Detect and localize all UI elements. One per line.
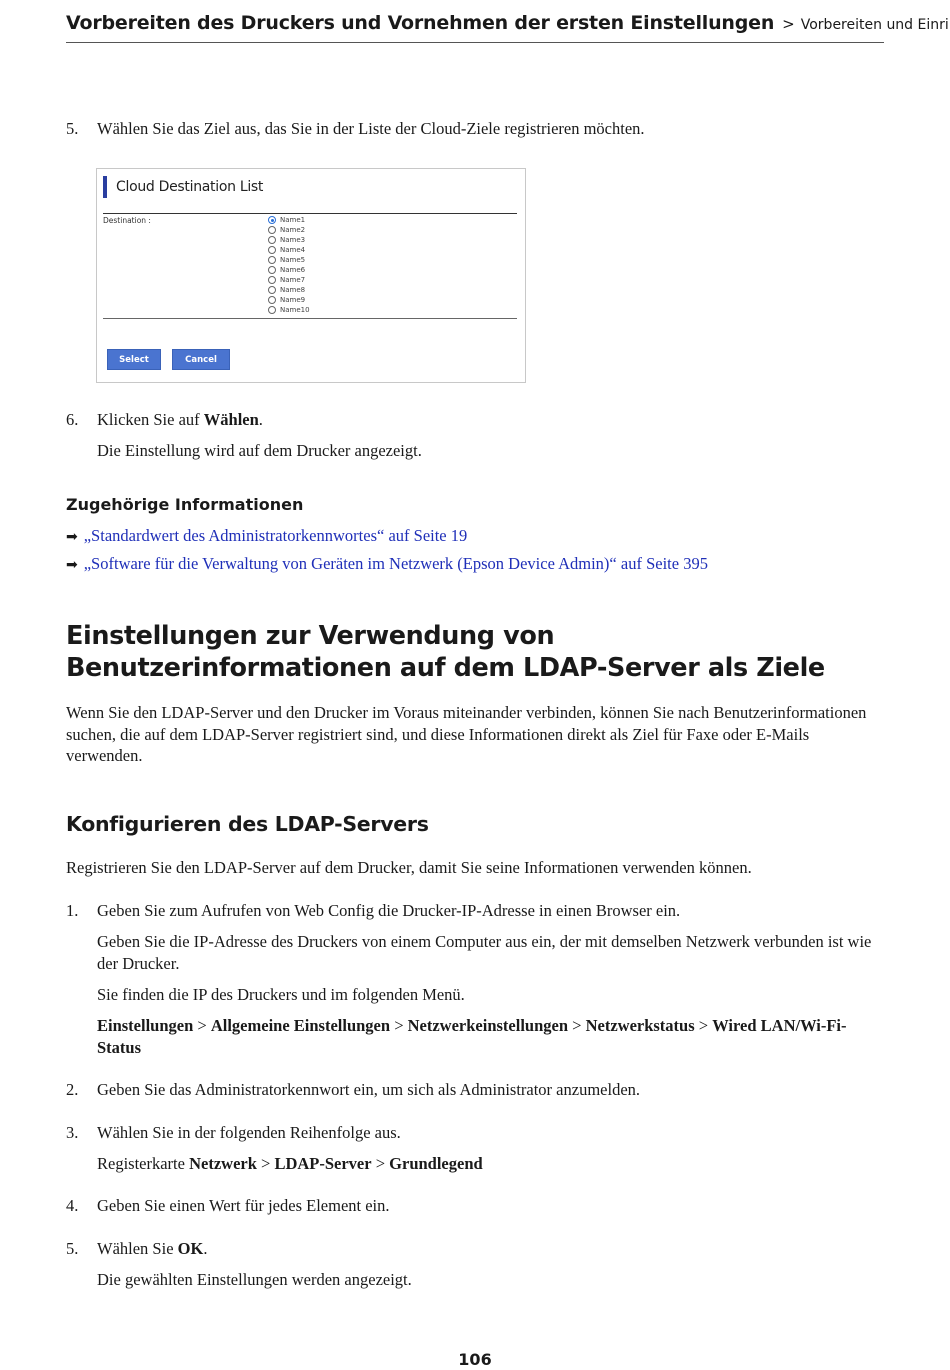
section-title: Vorbereiten und Einri: [800, 17, 949, 33]
destination-option[interactable]: [268, 215, 305, 225]
step-text: Geben Sie einen Wert für jedes Element ein.: [97, 1196, 390, 1215]
text: Registerkarte: [97, 1154, 190, 1173]
destination-option[interactable]: [268, 225, 305, 235]
step-number: 5.: [66, 119, 79, 138]
ui-term: Wählen: [203, 410, 259, 429]
radio-button[interactable]: [268, 246, 276, 254]
arrow-right-icon: ➡: [66, 529, 78, 545]
step-paragraph: Geben Sie die IP-Adresse des Druckers von einem Computer aus ein, der mit demselben Netzwerk verbunden ist wie der Drucker.: [97, 932, 872, 973]
breadcrumb-separator: >: [782, 15, 795, 33]
menu-item: LDAP-Server: [274, 1154, 372, 1173]
destination-option[interactable]: [268, 245, 305, 255]
menu-separator: >: [390, 1016, 408, 1035]
step-number: 5.: [66, 1239, 79, 1258]
destination-label: Destination :: [103, 216, 151, 225]
divider: [103, 318, 517, 319]
step-text: Wählen Sie in der folgenden Reihenfolge aus.: [97, 1123, 401, 1142]
text: Wählen Sie: [97, 1239, 178, 1258]
radio-button[interactable]: [268, 226, 276, 234]
related-link[interactable]: [66, 554, 708, 574]
radio-button[interactable]: [268, 236, 276, 244]
section-heading: Einstellungen zur Verwendung von Benutzerinformationen auf dem LDAP-Server als Ziele: [66, 621, 825, 683]
step-text: Geben Sie zum Aufrufen von Web Config die Drucker-IP-Adresse in einen Browser ein.: [97, 901, 681, 920]
text: Klicken Sie auf: [97, 410, 204, 429]
menu-item: Netzwerk: [189, 1154, 257, 1173]
screenshot-title: Cloud Destination List: [116, 179, 264, 195]
option-label: Name9: [280, 296, 306, 304]
radio-button[interactable]: [268, 216, 276, 224]
option-label: Name7: [280, 276, 306, 284]
destination-option[interactable]: [268, 285, 305, 295]
radio-button[interactable]: [268, 276, 276, 284]
step-note: Die Einstellung wird auf dem Drucker angezeigt.: [97, 441, 422, 460]
menu-separator: >: [568, 1016, 586, 1035]
option-label: Name3: [280, 236, 306, 244]
related-info-heading: Zugehörige Informationen: [66, 495, 304, 514]
menu-separator: >: [193, 1016, 211, 1035]
subsection-intro: Registrieren Sie den LDAP-Server auf dem Drucker, damit Sie seine Informationen verwenden können.: [66, 858, 752, 877]
step-number: 4.: [66, 1196, 79, 1215]
destination-option[interactable]: [268, 235, 305, 245]
menu-path: [97, 1153, 483, 1175]
option-label: Name2: [280, 226, 306, 234]
menu-item: Allgemeine Einstellungen: [210, 1016, 391, 1035]
chapter-title: Vorbereiten des Druckers und Vornehmen der ersten Einstellungen: [66, 12, 775, 34]
menu-item: Wired LAN/Wi-Fi-Status: [97, 1016, 847, 1057]
option-label: Name6: [280, 266, 306, 274]
step-number: 1.: [66, 901, 79, 920]
menu-item: Einstellungen: [97, 1016, 194, 1035]
cloud-destination-screenshot: [96, 168, 526, 383]
menu-separator: >: [256, 1154, 275, 1173]
destination-option[interactable]: [268, 255, 305, 265]
cancel-button[interactable]: Cancel: [172, 349, 230, 370]
divider: [103, 213, 517, 214]
menu-item: Netzwerkeinstellungen: [407, 1016, 569, 1035]
step-paragraph: Sie finden die IP des Druckers und im folgenden Menü.: [97, 985, 465, 1004]
destination-option[interactable]: [268, 295, 305, 305]
destination-option[interactable]: [268, 305, 310, 315]
text: .: [258, 410, 263, 429]
select-button[interactable]: Select: [107, 349, 161, 370]
title-accent-bar: [103, 176, 107, 198]
option-label: Name5: [280, 256, 306, 264]
option-label: Name1: [280, 216, 306, 224]
related-link[interactable]: [66, 526, 467, 546]
step-text: [97, 409, 263, 430]
step-number: 3.: [66, 1123, 79, 1142]
radio-button[interactable]: [268, 256, 276, 264]
text: .: [203, 1239, 208, 1258]
page-header: [66, 12, 949, 43]
menu-item: Netzwerkstatus: [585, 1016, 695, 1035]
option-label: Name8: [280, 286, 306, 294]
destination-option[interactable]: [268, 265, 305, 275]
subsection-heading: Konfigurieren des LDAP-Servers: [66, 812, 429, 836]
radio-button[interactable]: [268, 306, 276, 314]
link-text[interactable]: „Software für die Verwaltung von Geräten im Netzwerk (Epson Device Admin)“ auf Seite 395: [83, 554, 708, 573]
menu-separator: >: [371, 1154, 390, 1173]
menu-path: [97, 1015, 887, 1058]
option-label: Name10: [280, 306, 310, 314]
ui-term: OK: [177, 1239, 204, 1258]
link-text[interactable]: „Standardwert des Administratorkennwortes“ auf Seite 19: [83, 526, 468, 545]
step-number: 2.: [66, 1080, 79, 1099]
radio-button[interactable]: [268, 296, 276, 304]
step-number: 6.: [66, 410, 79, 429]
step-text: Geben Sie das Administratorkennwort ein, um sich als Administrator anzumelden.: [97, 1080, 641, 1099]
menu-separator: >: [694, 1016, 713, 1035]
section-intro: Wenn Sie den LDAP-Server und den Drucker im Voraus miteinander verbinden, können Sie nach Benutzerinformationen suchen, die auf dem LDAP-Server registriert sind, und diese Informationen direkt als Ziel für Faxe oder E-Mails verwenden.: [66, 703, 867, 765]
step-text: [97, 1238, 207, 1259]
option-label: Name4: [280, 246, 306, 254]
radio-button[interactable]: [268, 266, 276, 274]
destination-option[interactable]: [268, 275, 305, 285]
arrow-right-icon: ➡: [66, 557, 78, 573]
radio-button[interactable]: [268, 286, 276, 294]
step-note: Die gewählten Einstellungen werden angezeigt.: [97, 1270, 412, 1289]
page-number: 106: [458, 1350, 492, 1369]
step-text: Wählen Sie das Ziel aus, das Sie in der Liste der Cloud-Ziele registrieren möchten.: [97, 119, 645, 138]
menu-item: Grundlegend: [389, 1154, 483, 1173]
